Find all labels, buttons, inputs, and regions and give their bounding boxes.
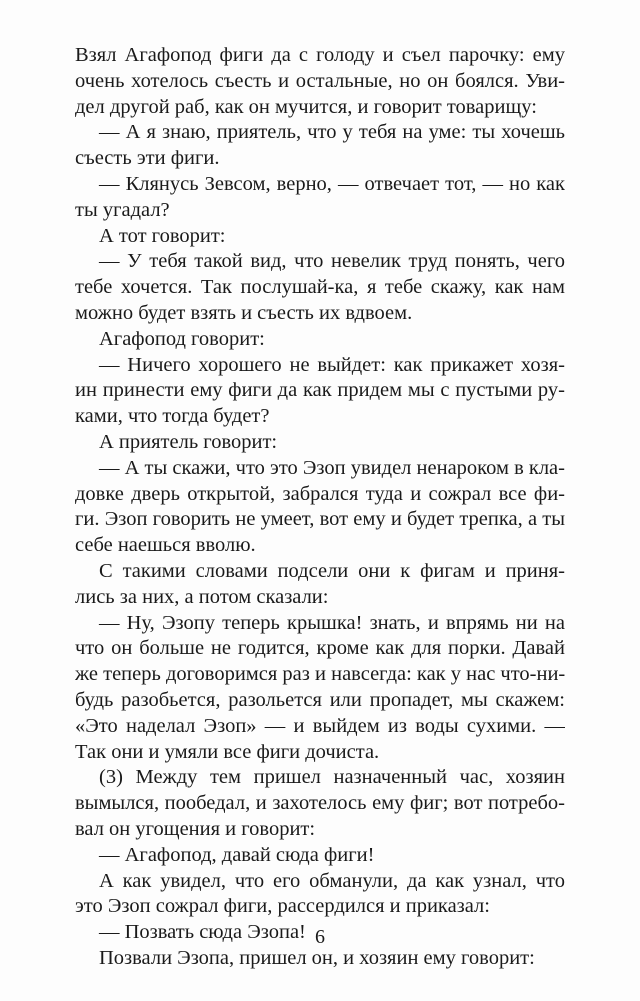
text-line: — Ну, Эзопу теперь крышка! знать, и впрямь ни на	[99, 611, 565, 634]
page-number: 6	[315, 926, 325, 948]
text-line: Взял Агафопод фиги да с голоду и съел парочку: ему	[75, 44, 565, 66]
body-text	[75, 43, 565, 972]
text-line: довке дверь открытой, забрался туда и сожрал все фи-	[75, 482, 565, 505]
text-line: ты угадал?	[75, 198, 170, 221]
text-line: (3) Между тем пришел назначенный час, хозяин	[99, 766, 565, 789]
text-line: Агафопод говорит:	[99, 327, 265, 350]
text-line: лись за них, а потом сказали:	[75, 585, 329, 608]
text-line: — Позвать сюда Эзопа!	[99, 921, 306, 944]
text-line: дел другой раб, как он мучится, и говорит товарищу:	[75, 95, 537, 118]
text-line: — А ты скажи, что это Эзоп увидел ненароком в кла-	[99, 456, 565, 479]
text-line: — Ничего хорошего не выйдет: как прикажет хозя-	[99, 353, 565, 376]
text-line: что он больше не годится, кроме как для порки. Давай	[75, 637, 565, 660]
text-line: Позвали Эзопа, пришел он, и хозяин ему говорит:	[99, 946, 535, 969]
text-line: вымылся, пообедал, и захотелось ему фиг; вот потребо-	[75, 792, 565, 815]
text-line: это Эзоп сожрал фиги, рассердился и приказал:	[75, 895, 490, 918]
text-line: Так они и умяли все фиги дочиста.	[75, 740, 380, 763]
text-line: ги. Эзоп говорить не умеет, вот ему и будет трепка, а ты	[75, 508, 565, 531]
text-line: «Это наделал Эзоп» — и выйдем из воды сухими. —	[75, 714, 565, 737]
text-line: вал он угощения и говорит:	[75, 817, 316, 840]
text-line: очень хотелось съесть и остальные, но он боялся. Уви-	[75, 69, 565, 92]
text-line: будь разобьется, разольется или пропадет, мы скажем:	[75, 688, 565, 711]
text-line: же теперь договоримся раз и навсегда: как у нас что-ни-	[75, 663, 565, 686]
text-line: можно будет взять и съесть их вдвоем.	[75, 301, 413, 324]
text-line: ками, что тогда будет?	[75, 405, 270, 428]
text-line: А как увидел, что его обманули, да как узнал, что	[99, 869, 565, 892]
text-line: А тот говорит:	[99, 224, 226, 247]
text-line: — Агафопод, давай сюда фиги!	[99, 843, 375, 866]
text-line: — А я знаю, приятель, что у тебя на уме: ты хочешь	[99, 121, 565, 144]
text-line: — Клянусь Зевсом, верно, — отвечает тот, — но как	[99, 172, 565, 195]
text-line: ин принести ему фиги да как придем мы с пустыми ру-	[75, 379, 565, 402]
text-line: — У тебя такой вид, что невелик труд понять, чего	[99, 250, 565, 273]
text-line: тебе хочется. Так послушай-ка, я тебе скажу, как нам	[75, 276, 565, 299]
text-line: С такими словами подсели они к фигам и приня-	[99, 559, 565, 582]
text-line: А приятель говорит:	[99, 430, 278, 453]
text-line: себе наешься вволю.	[75, 534, 256, 557]
text-line: съесть эти фиги.	[75, 147, 220, 170]
